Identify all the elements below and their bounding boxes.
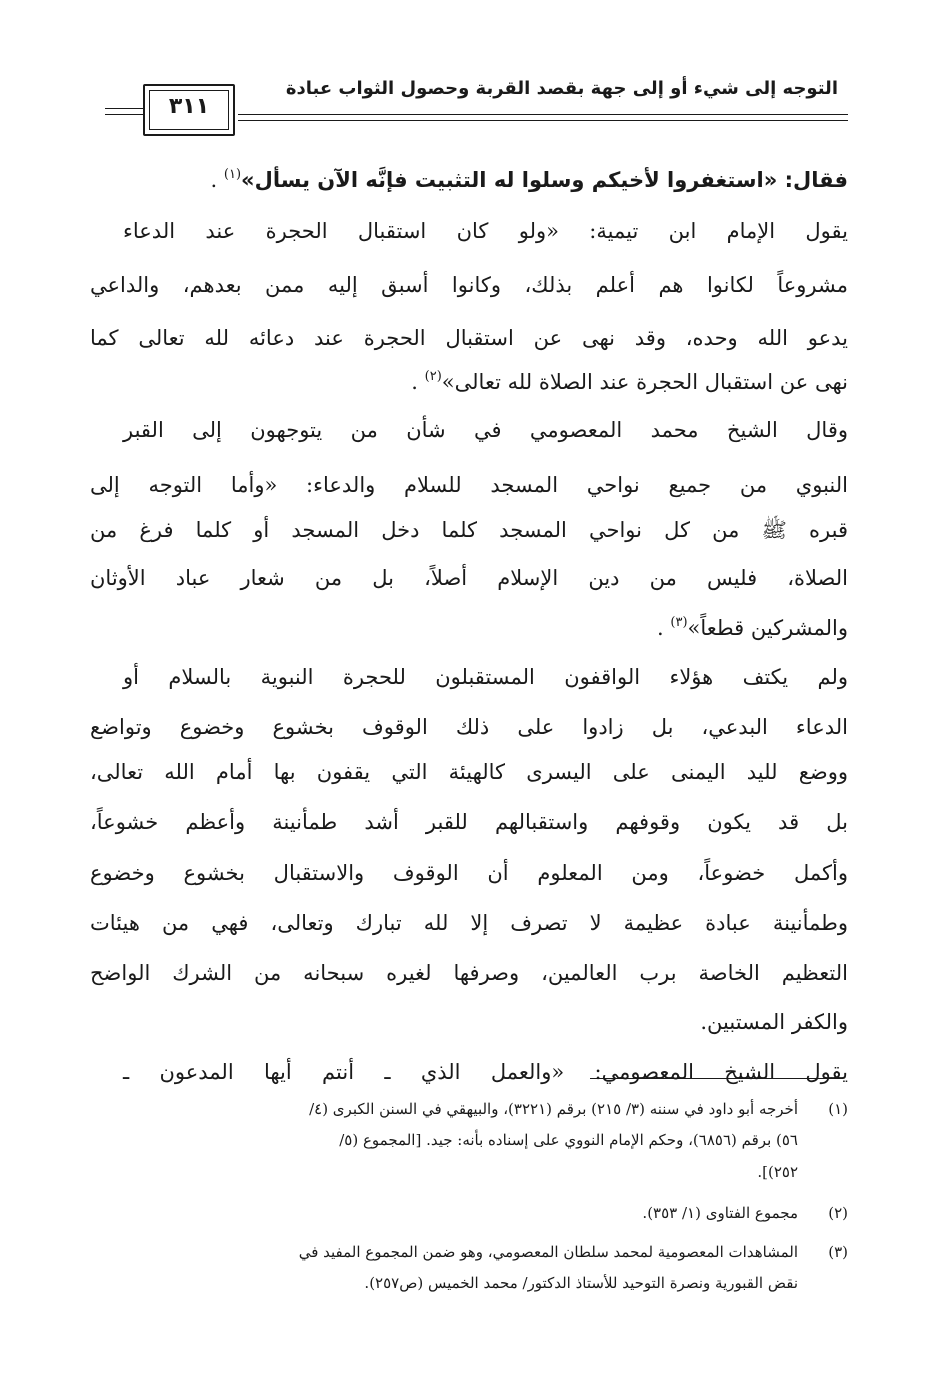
running-header-title: التوجه إلى شيء أو إلى جهة بقصد القربة وحصول الثواب عبادة xyxy=(285,78,838,99)
paragraph-2-line-2: مشروعاً لكانوا هم أعلم بذلك، وكانوا أسبق إليه ممن بعدهم، والداعي xyxy=(90,273,848,297)
paragraph-4-line-8: والكفر المستبين. xyxy=(700,1010,848,1034)
paragraph-5-line-1: يقول الشيخ المعصومي: «والعمل الذي ـ أنتم أيها المدعون ـ xyxy=(123,1060,848,1084)
footnote-separator xyxy=(590,1078,842,1079)
paragraph-4-line-5: وأكمل خضوعاً، ومن المعلوم أن الوقوف والاستقبال بخشوع وخضوع xyxy=(90,861,848,885)
paragraph-3-line-4: الصلاة، فليس من دين الإسلام أصلاً، بل من شعار عباد الأوثان xyxy=(90,566,848,590)
sentence-end: . xyxy=(411,370,418,394)
footnote-ref-3: (٣) xyxy=(670,615,688,630)
sentence-end: . xyxy=(657,616,664,640)
footnote-3-text: المشاهدات المعصومية لمحمد سلطان المعصومي، وهو ضمن المجموع المفيد في xyxy=(298,1243,798,1261)
paragraph-4-line-2: الدعاء البدعي، بل زادوا على ذلك الوقوف بخشوع وخضوع وتواضع xyxy=(90,715,848,739)
paragraph-4-line-4: بل قد يكون وقوفهم واستقبالهم للقبر أشد طمأنينة وأعظم خشوعاً، xyxy=(90,810,848,834)
footnote-3-number: (٣) xyxy=(828,1243,848,1261)
footnote-ref-2: (٢) xyxy=(424,369,442,384)
header-rule-upper xyxy=(238,114,848,115)
paragraph-2-line-1: يقول الإمام ابن تيمية: «ولو كان استقبال الحجرة عند الدعاء xyxy=(123,219,848,243)
paragraph-4-line-3: ووضع لليد اليمنى على اليسرى كالهيئة التي يقفون بها أمام الله تعالى، xyxy=(90,760,848,784)
paragraph-2-line-4 xyxy=(90,352,848,402)
page-number-frame xyxy=(143,84,235,136)
header-ornament-left-lower xyxy=(105,114,143,115)
footnote-1-line-2: ٥٦) برقم (٦٨٥٦)، وحكم الإمام النووي على إسناده بأنه: جيد. [المجموع (٥/ xyxy=(339,1131,798,1149)
quote-end-text: نهى عن استقبال الحجرة عند الصلاة لله تعالى» xyxy=(441,370,848,394)
paragraph-4-line-6: وطمأنينة عبادة عظيمة لا تصرف إلا لله تبارك وتعالى، فهي من هيئات xyxy=(90,911,848,935)
footnote-2-number: (٢) xyxy=(828,1204,848,1222)
paragraph-3-line-2: النبوي من جميع نواحي المسجد للسلام والدعاء: «وأما التوجه إلى xyxy=(90,473,848,497)
footnote-1-line-1 xyxy=(90,1094,848,1124)
hadith-quote: فقال: «استغفروا لأخيكم وسلوا له التثبيت فإنَّه الآن يسأل» xyxy=(241,168,848,192)
footnote-2 xyxy=(90,1198,848,1228)
footnote-3-line-1 xyxy=(90,1237,848,1267)
paragraph-3-line-3: قبره ﷺ من كل نواحي المسجد كلما دخل المسجد أو كلما فرغ من xyxy=(90,518,848,542)
header-ornament-left-upper xyxy=(105,108,143,109)
footnote-2-text: مجموع الفتاوى (١/ ٣٥٣). xyxy=(642,1204,798,1222)
paragraph-1 xyxy=(90,150,848,200)
footnote-1-line-3: ٢٥٢)]. xyxy=(757,1163,798,1181)
page-number: ٣١١ xyxy=(168,94,210,119)
footnote-3-line-2: نقض القبورية ونصرة التوحيد للأستاذ الدكتور/ محمد الخميس (ص٢٥٧). xyxy=(364,1274,798,1292)
footnote-1-number: (١) xyxy=(828,1100,848,1118)
quote-end-text: والمشركين قطعاً» xyxy=(687,616,848,640)
sentence-end: . xyxy=(210,168,218,192)
paragraph-4-line-1: ولم يكتف هؤلاء الواقفون المستقبلون للحجرة النبوية بالسلام أو xyxy=(123,665,848,689)
footnote-ref-1: (١) xyxy=(223,167,242,182)
paragraph-4-line-7: التعظيم الخاصة برب العالمين، وصرفها لغيره سبحانه من الشرك الواضح xyxy=(90,961,848,985)
paragraph-3-line-1: وقال الشيخ محمد المعصومي في شأن من يتوجهون إلى القبر xyxy=(123,418,848,442)
paragraph-2-line-3: يدعو الله وحده، وقد نهى عن استقبال الحجرة عند دعائه لله تعالى كما xyxy=(90,326,848,350)
paragraph-3-line-5 xyxy=(90,598,848,648)
footnote-1-text: أخرجه أبو داود في سننه (٣/ ٢١٥) برقم (٣٢٢١)، والبيهقي في السنن الكبرى (٤/ xyxy=(309,1100,798,1118)
header-rule-lower xyxy=(238,120,848,121)
